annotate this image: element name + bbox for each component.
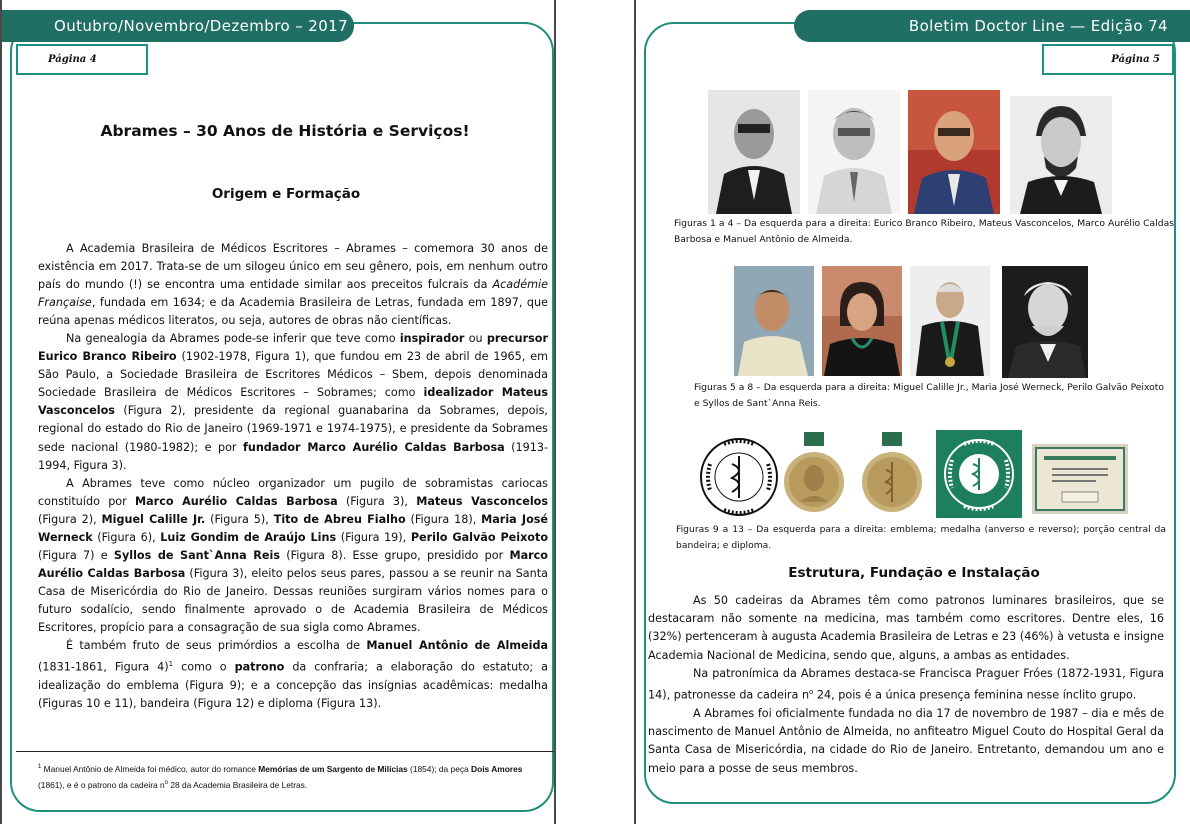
article-body [648,592,1164,778]
portrait-photo [908,90,1000,214]
paragraph: A Abrames foi oficialmente fundada no dia 17 de novembro de 1987 – dia e mês de nascimento de Manuel Antônio de Almeida, no anfiteatro Miguel Couto do Hospital Geral da Santa Casa de Misericórdia, na cidade do Rio de Janeiro. Entretanto, demandou um ano e meio para a posse de seus membros. [648,706,1164,775]
portrait-photo [1002,266,1088,378]
right-page [634,0,1190,824]
right-header-text: Boletim Doctor Line — Edição 74 [908,17,1168,35]
left-header-text: Outubro/Novembro/Dezembro – 2017 [54,17,349,35]
portrait-photo [734,266,814,376]
left-page [0,0,556,824]
article-title: Abrames – 30 Anos de História e Serviços! [100,122,470,140]
medal-reverse-image [858,432,926,518]
footnote-divider [16,751,554,752]
page-number: Página 4 [48,54,97,65]
flag-image [936,430,1022,518]
portrait-photo [708,90,800,214]
footnote: $^1$ Manuel Antônio de Almeida foi médico, autor do romance Memórias de um Sargento de Milícias (1854); da peça Dois Amores (1861), e é o patrono da cadeira $n^o$ 28 da Academia Brasileira de Letras. [38,763,523,790]
left-page-header [2,10,354,42]
portrait-photo [808,90,900,214]
page-number: Página 5 [1111,54,1160,65]
article-body [38,240,548,713]
page-number-box [16,44,148,75]
paragraph: A Abrames teve como núcleo organizador um pugilo de sobramistas cariocas constituído por Marco Aurélio Caldas Barbosa (Figura 3), Mateus Vasconcelos (Figura 2), Miguel Calille Jr. (Figura 5), Tito de Abreu Fialho (Figura 18), Maria José Werneck (Figura 6), Luiz Gondim de Araújo Lins (Figura 19), Perilo Galvão Peixoto (Figura 7) e Syllos de Sant`Anna Reis (Figura 8). Esse grupo, presidido por Marco Aurélio Caldas Barbosa (Figura 3), eleito pelos seus pares, passou a se reunir na Santa Casa de Misericórdia do Rio de Janeiro. Dessas reuniões surgiram vários nomes para o futuro sodalício, sendo finalmente aprovado o de Academia Brasileira de Médicos Escritores, propício para a consagração de sua sigla como Abrames. [38,476,549,634]
figure-caption: Figuras 9 a 13 – Da esquerda para a direita: emblema; medalha (anverso e reverso); porção central da bandeira; e diploma. [676,524,1166,551]
section-heading: Origem e Formação [211,186,361,202]
emblem-image [696,434,782,520]
page-number-box [1042,44,1174,75]
medal-obverse-image [780,432,848,518]
paragraph: A Academia Brasileira de Médicos Escritores – Abrames – comemora 30 anos de existência em 2017. Trata-se de um silogeu único em seu gênero, pois, em nenhum outro país do mundo (!) se encontra uma entidade similar aos preceitos fulcrais da Académie Française, fundada em 1634; e da Academia Brasileira de Letras, fundada em 1897, que reúna apenas médicos literatos, ou seja, autores de obras não científicas. [38,242,548,328]
section-heading: Estrutura, Fundação e Instalação [788,565,1040,581]
diploma-image [1032,444,1128,514]
paragraph: Na genealogia da Abrames pode-se inferir que teve como inspirador ou precursor Eurico Branco Ribeiro (1902-1978, Figura 1), que fundou em 23 de abril de 1965, em São Paulo, a Sociedade Brasileira de Escritores Médicos – Sbem, depois denominada Sociedade Brasileira de Médicos Escritores – Sobrames; como idealizador Mateus Vasconcelos (Figura 2), presidente da regional guanabarina da Sobrames, depois, regional do estado do Rio de Janeiro (1969-1971 e 1974-1975), e presidente da Sobrames sede nacional (1980-1982); e por fundador Marco Aurélio Caldas Barbosa (1913-1994, Figura 3). [38,332,549,472]
page-gutter [556,0,634,824]
portrait-photo [822,266,902,376]
figure-caption: Figuras 1 a 4 – Da esquerda para a direita: Eurico Branco Ribeiro, Mateus Vasconcelos, Marco Aurélio Caldas Barbosa e Manuel Antônio de Almeida. [674,218,1174,245]
portrait-photo [1010,96,1112,214]
figure-caption: Figuras 5 a 8 – Da esquerda para a direita: Miguel Calille Jr., Maria José Werneck, Perilo Galvão Peixoto e Syllos de Sant`Anna Reis. [694,382,1164,409]
right-page-header [794,10,1190,42]
portrait-photo [910,266,990,376]
paragraph: As 50 cadeiras da Abrames têm como patronos luminares brasileiros, que se destacaram não somente na medicina, mas também como escritores. Dentre eles, 16 (32%) pertenceram à augusta Academia Brasileira de Letras e 23 (46%) à vetusta e insigne Academia Nacional de Medicina, sendo que, alguns, a ambas as entidades. [648,594,1164,662]
paragraph: Na patronímica da Abrames destaca-se Francisca Praguer Fróes (1872-1931, Figura 14), patronesse da cadeira $n^o$ 24, pois é a única presença feminina nesse ínclito grupo. [648,666,1164,702]
paragraph: É também fruto de seus primórdios a escolha de Manuel Antônio de Almeida (1831-1861, Figura 4)$^1$ como o patrono da confraria; a elaboração do estatuto; a idealização do emblema (Figura 9); e a concepção das insígnias acadêmicas: medalha (Figuras 10 e 11), bandeira (Figura 12) e diploma (Figura 13). [38,639,548,710]
